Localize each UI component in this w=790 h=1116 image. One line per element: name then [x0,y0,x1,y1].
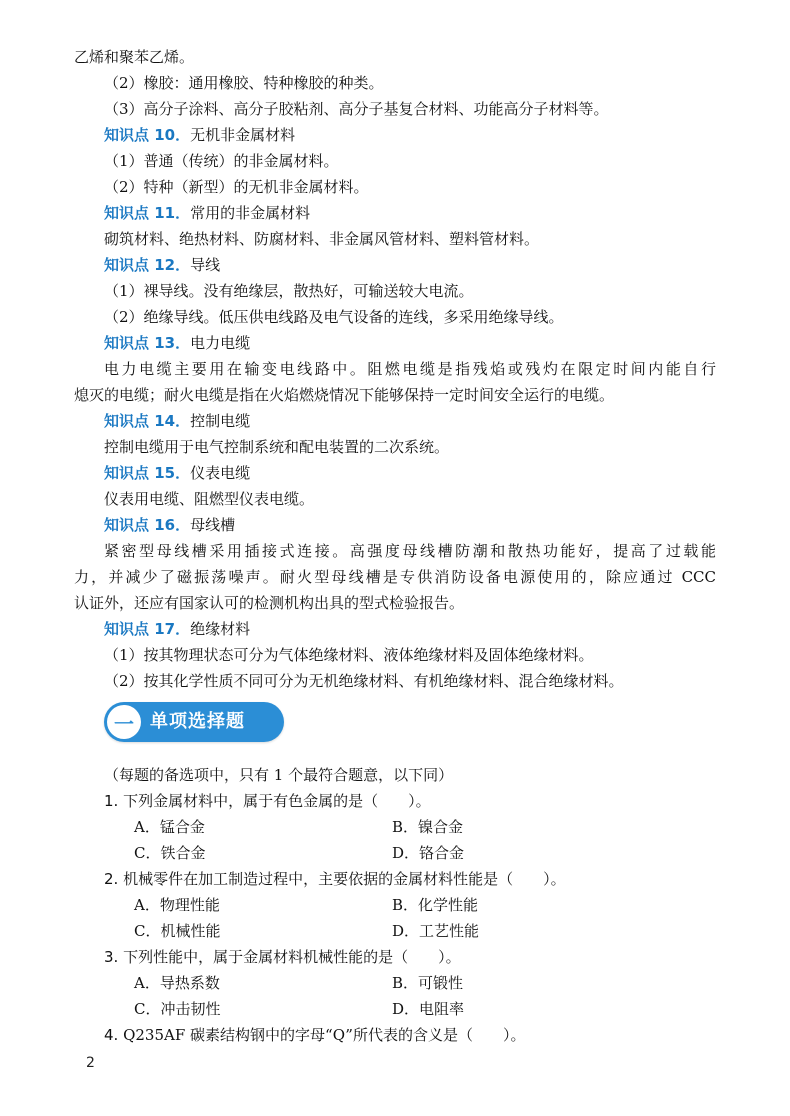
question-number: 2. [104,870,119,888]
option: C．机械性能 [134,922,221,940]
text-line: （2）按其化学性质不同可分为无机绝缘材料、有机绝缘材料、混合绝缘材料。 [104,672,624,690]
knowledge-point-heading [104,202,310,224]
page-number: 2 [86,1055,95,1071]
instruction-text: （每题的备选项中，只有 1 个最符合题意，以下同） [104,766,454,784]
question [104,946,461,968]
knowledge-point-title: 电力电缆 [190,334,251,352]
section-number: 一 [107,705,141,739]
knowledge-point-heading [104,462,250,484]
text-line: 力，并减少了磁振荡噪声。耐火型母线槽是专供消防设备电源使用的，除应通过 CCC [74,568,716,586]
text-line: 认证外，还应有国家认可的检测机构出具的型式检验报告。 [74,594,465,612]
option: C．冲击韧性 [134,1000,221,1018]
text-line: 控制电缆用于电气控制系统和配电装置的二次系统。 [104,438,450,456]
text-line: 紧密型母线槽采用插接式连接。高强度母线槽防潮和散热功能好，提高了过载能 [104,542,716,560]
text-line: 乙烯和聚苯乙烯。 [74,48,195,66]
question-text: 下列金属材料中，属于有色金属的是（ ）。 [123,792,431,810]
question-text: 机械零件在加工制造过程中，主要依据的金属材料性能是（ ）。 [123,870,566,888]
knowledge-point-label: 知识点 13． [104,334,191,352]
knowledge-point-heading [104,254,220,276]
text-line: （2）绝缘导线。低压供电线路及电气设备的连线，多采用绝缘导线。 [104,308,564,326]
text-line: （3）高分子涂料、高分子胶粘剂、高分子基复合材料、功能高分子材料等。 [104,100,609,118]
knowledge-point-label: 知识点 10． [104,126,191,144]
text-line: （1）按其物理状态可分为气体绝缘材料、液体绝缘材料及固体绝缘材料。 [104,646,594,664]
text-line: 熄灭的电缆；耐火电缆是指在火焰燃烧情况下能够保持一定时间安全运行的电缆。 [74,386,615,404]
question-number: 1. [104,792,119,810]
option: D．电阻率 [392,1000,465,1018]
knowledge-point-label: 知识点 11． [104,204,191,222]
question [104,868,566,890]
question-text: 下列性能中，属于金属材料机械性能的是（ ）。 [123,948,461,966]
knowledge-point-heading [104,124,295,146]
option: D．工艺性能 [392,922,480,940]
question [104,790,431,812]
knowledge-point-heading [104,332,250,354]
text-line: 砌筑材料、绝热材料、防腐材料、非金属风管材料、塑料管材料。 [104,230,540,248]
text-line: 电力电缆主要用在输变电线路中。阻燃电缆是指残焰或残灼在限定时间内能自行 [104,360,716,378]
option: A．锰合金 [134,818,205,836]
knowledge-point-title: 母线槽 [190,516,236,534]
section-title: 单项选择题 [150,711,245,732]
option: B．镍合金 [392,818,464,836]
knowledge-point-heading [104,514,235,536]
knowledge-point-title: 控制电缆 [190,412,251,430]
knowledge-point-label: 知识点 15． [104,464,191,482]
knowledge-point-title: 导线 [190,256,221,274]
knowledge-point-title: 绝缘材料 [190,620,251,638]
knowledge-point-heading [104,618,250,640]
text-line: （2）橡胶：通用橡胶、特种橡胶的种类。 [104,74,384,92]
question [104,1024,525,1046]
knowledge-point-title: 仪表电缆 [190,464,251,482]
option: A．导热系数 [134,974,220,992]
knowledge-point-label: 知识点 17． [104,620,191,638]
option: A．物理性能 [134,896,220,914]
knowledge-point-title: 无机非金属材料 [190,126,296,144]
text-line: （2）特种（新型）的无机非金属材料。 [104,178,369,196]
text-line: （1）普通（传统）的非金属材料。 [104,152,339,170]
text-line: 仪表用电缆、阻燃型仪表电缆。 [104,490,315,508]
question-text: Q235AF 碳素结构钢中的字母“Q”所代表的含义是（ ）。 [123,1026,526,1044]
knowledge-point-label: 知识点 14． [104,412,191,430]
question-number: 4. [104,1026,119,1044]
knowledge-point-label: 知识点 16． [104,516,191,534]
option: C．铁合金 [134,844,206,862]
option: B．化学性能 [392,896,479,914]
section-banner [104,702,284,742]
knowledge-point-title: 常用的非金属材料 [190,204,311,222]
option: B．可锻性 [392,974,464,992]
knowledge-point-heading [104,410,250,432]
text-line: （1）裸导线。没有绝缘层，散热好，可输送较大电流。 [104,282,474,300]
option: D．铬合金 [392,844,465,862]
question-number: 3. [104,948,119,966]
knowledge-point-label: 知识点 12． [104,256,191,274]
